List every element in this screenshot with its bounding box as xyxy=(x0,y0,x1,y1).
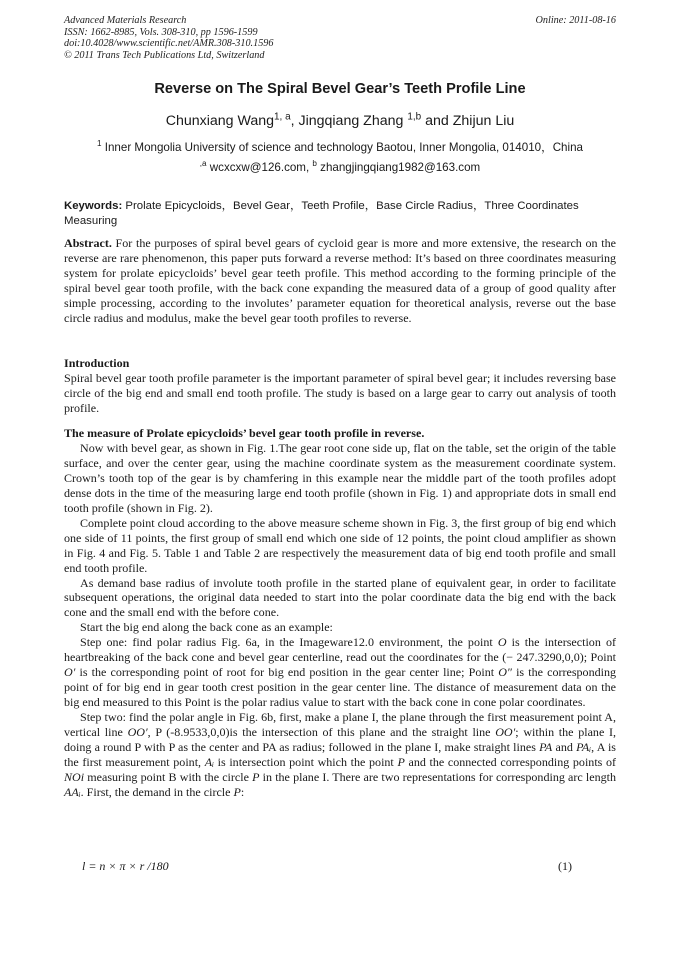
math-symbol: P xyxy=(397,754,405,769)
journal-header xyxy=(64,15,616,61)
paragraph-step-two: Step two: find the polar angle in Fig. 6b, first, make a plane I, the plane through the first measurement point A, vertical line OO′, P (-8.9533,0,0)is the intersection of this plane and the straight line OO′; within the plane I, doing a round P with P as the center and PA as radius; followed in the plane I, make straight lines PA and PAᵢ, A is the first measurement point, Aᵢ is intersection point which the point P and the connected corresponding points of NOi measuring point B with the circle P in the plane I. There are two representations for corresponding arc length AAᵢ. First, the demand in the circle P: xyxy=(64,710,617,799)
paragraph-step-one: Step one: find polar radius Fig. 6a, in the Imageware12.0 environment, the point O is the intersection of heartbreaking of the back cone and bevel gear centerline, read out the coordinates for the (− 247.3290,0,0); Point O′ is the corresponding point of root for big end position in the gear center line; Point O″ is the corresponding point of for big end in gear tooth crest position in the gear center line. The distance of measurement data on the big end measured to this Point is the polar radius value to start with the back cone in cone polar coordinates. xyxy=(64,635,617,710)
measure-section xyxy=(64,426,616,800)
author-emails xyxy=(64,161,616,174)
math-symbol: P xyxy=(233,784,241,799)
math-coordinate: (− 247.3290,0,0) xyxy=(502,650,584,665)
keywords-text: Prolate Epicycloids，Bevel Gear，Teeth Profile，Base Circle Radius，Three Coordinates Measuring xyxy=(64,200,579,227)
email-address: wcxcxw@126.com, xyxy=(209,161,310,174)
email-mark: b xyxy=(312,159,317,169)
math-symbol: O″ xyxy=(498,665,512,680)
paragraph: As demand base radius of involute tooth profile in the started plane of equivalent gear, in order to facilitate subsequent operations, the original data needed to start into the polar coordinate data the big end with the back cone and the small end with the before cone. xyxy=(64,575,616,620)
section-heading: The measure of Prolate epicycloids’ bevel gear tooth profile in reverse. xyxy=(64,426,425,440)
equation-1 xyxy=(82,859,572,874)
online-date: Online: 2011-08-16 xyxy=(535,15,616,26)
affiliation-text: Inner Mongolia University of science and technology Baotou, Inner Mongolia, 014010，China xyxy=(104,141,583,154)
math-symbol: O xyxy=(497,635,507,650)
author-affil-mark: 1, a xyxy=(274,111,291,123)
paper-title: Reverse on The Spiral Bevel Gear’s Teeth Profile Line xyxy=(154,81,526,97)
affiliation xyxy=(64,139,616,155)
introduction-section xyxy=(64,356,616,416)
email-address: zhangjingqiang1982@163.com xyxy=(320,161,481,174)
issn-line: ISSN: 1662-8985, Vols. 308-310, pp 1596-1599 xyxy=(64,26,258,38)
math-symbol: OO′ xyxy=(495,725,516,740)
author-affil-mark: 1,b xyxy=(407,111,422,123)
keywords-label: Keywords: xyxy=(64,200,123,212)
journal-name: Advanced Materials Research xyxy=(64,15,187,26)
paragraph: Complete point cloud according to the above measure scheme shown in Fig. 3, the first group of big end which one side of 11 points, the first group of small end which one side of 12 points, the point cloud amplifier as shown in Fig. 4 and Fig. 5. Table 1 and Table 2 are respectively the measurement data of big end tooth profile and small end tooth profile. xyxy=(64,515,616,575)
abstract-text: For the purposes of spiral bevel gears of cycloid gear is more and more extensive, the research on the reverse are rare phenomenon, this paper puts forward a reverse method: It’s based on three coordinates measuring system for prolate epicycloids’ bevel gear teeth profile. This method according to the forming principle of the spiral bevel gear tooth profile, with the back cone expanding the measured data of a group of good quality after simple processing, according to the involutes’ parameter equation for theoretical analysis, reverse out the base circle radius and modulus, make the bevel gear tooth profiles to reverse. xyxy=(64,236,616,325)
author-name: Jingqiang Zhang xyxy=(298,113,404,129)
math-symbol: OO′ xyxy=(127,725,148,740)
author-name: Zhijun Liu xyxy=(452,113,515,129)
math-symbol: PA xyxy=(539,740,553,755)
paragraph: Spiral bevel gear tooth profile parameter is the important parameter of spiral bevel gear; it includes reversing base circle of the big end and small end tooth profile. The study is based on a large gear to carry out analysis of tooth profile. xyxy=(64,370,616,415)
math-symbol: Aᵢ xyxy=(204,754,214,769)
affiliation-mark: 1 xyxy=(97,139,102,149)
equation-body: l = n × π × r /180 xyxy=(82,859,169,873)
doi-line: doi:10.4028/www.scientific.net/AMR.308-310.1596 xyxy=(64,38,274,49)
math-symbol: NOi xyxy=(64,769,85,784)
section-heading: Introduction xyxy=(64,356,130,370)
math-symbol: P xyxy=(252,769,260,784)
email-mark: ,a xyxy=(199,159,207,169)
author-name: Chunxiang Wang xyxy=(165,113,275,129)
math-symbol: O′ xyxy=(64,665,76,680)
abstract xyxy=(64,236,616,326)
math-symbol: AAᵢ xyxy=(64,784,81,799)
abstract-label: Abstract. xyxy=(64,236,112,250)
paragraph: Now with bevel gear, as shown in Fig. 1.The gear root cone side up, flat on the table, set the origin of the table surface, and over the center gear, using the machine coordinate system as the measurement coordinate system. Crown’s tooth top of the gear is by chamfering in this example near the middle part of the tooth profiles adopt dense dots in the time of the measuring large end tooth profile (shown in Fig. 1) and appropriate dots in small end tooth profile (shown in Fig. 2). xyxy=(64,440,616,515)
math-symbol: PAᵢ xyxy=(576,740,592,755)
copyright-line: © 2011 Trans Tech Publications Ltd, Switzerland xyxy=(64,49,265,61)
paragraph: Start the big end along the back cone as an example: xyxy=(80,620,333,635)
author-joiner: and xyxy=(425,113,449,129)
keywords xyxy=(64,199,616,229)
equation-number: (1) xyxy=(558,859,572,873)
author-list: Chunxiang Wang$^{1, a}$, Jingqiang Zhang $^{1,b}$ and Zhijun Liu xyxy=(165,111,515,129)
